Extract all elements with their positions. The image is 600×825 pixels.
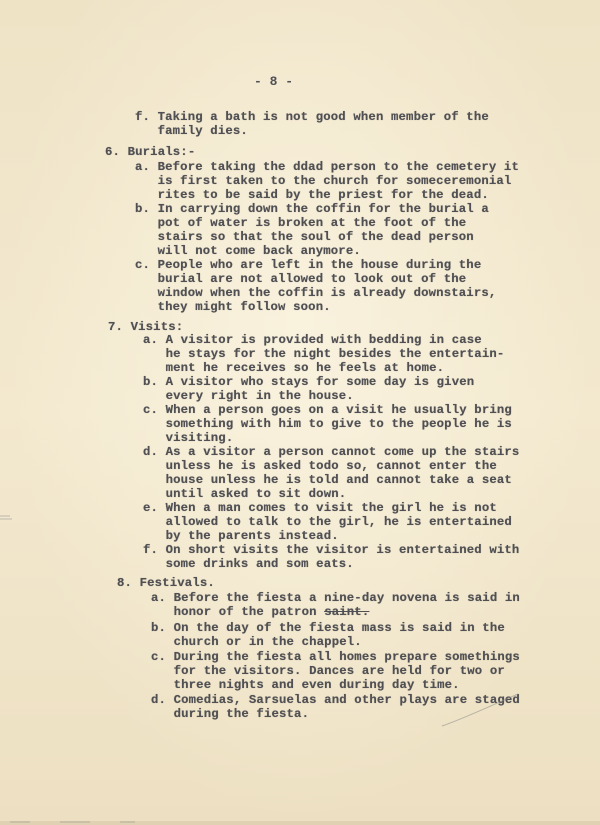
page-number: - 8 - xyxy=(254,74,294,89)
struck-word-saint: saint. xyxy=(324,605,370,619)
text-line-fa1: a. Before the fiesta a nine-day novena is said in xyxy=(151,591,520,605)
text-line-va2: he stays for the night besides the entertain- xyxy=(143,347,505,361)
text-line-vd2: unless he is asked todo so, cannot enter the xyxy=(143,459,497,473)
text-line-c2: burial are not allowed to look out of the xyxy=(135,272,467,286)
text-line-vb2: every right in the house. xyxy=(143,389,354,403)
text-line-b2: pot of water is broken at the foot of the xyxy=(135,216,467,230)
text-line-fc1: c. During the fiesta all homes prepare somethings xyxy=(151,650,520,664)
text-line-fd1: d. Comedias, Sarsuelas and other plays are staged xyxy=(151,693,520,707)
text-line-va1: a. A visitor is provided with bedding in case xyxy=(143,333,482,347)
text-line-c3: window when the coffin is already downstairs, xyxy=(135,286,497,300)
text-line-vf2: some drinks and som eats. xyxy=(143,557,354,571)
text-line-vd3: house unless he is told and cannot take a seat xyxy=(143,473,512,487)
text-line-fa2-main: honor of the patron xyxy=(151,605,317,619)
text-line-b3: stairs so that the soul of the dead person xyxy=(135,230,474,244)
pencil-mark xyxy=(440,690,520,730)
text-line-va3: ment he receives so he feels at home. xyxy=(143,361,445,375)
text-line-vb1: b. A visitor who stays for some day is given xyxy=(143,375,475,389)
margin-mark xyxy=(0,513,14,523)
text-line-fb1: b. On the day of the fiesta mass is said in the xyxy=(151,621,505,635)
text-line-fa2 xyxy=(151,605,369,619)
text-line-c4: they might follow soon. xyxy=(135,300,331,314)
text-line-b4: will not come back anymore. xyxy=(135,244,361,258)
section-heading-burials: 6. Burials:- xyxy=(105,145,196,159)
text-line-fc3: three nights and even during day time. xyxy=(151,678,460,692)
text-line-fb2: church or in the chappel. xyxy=(151,635,362,649)
text-line-b1: b. In carrying down the coffin for the burial a xyxy=(135,202,489,216)
text-line-vd4: until asked to sit down. xyxy=(143,487,347,501)
text-line-fc2: for the visitors. Dances are held for two or xyxy=(151,664,505,678)
section-heading-visits: 7. Visits: xyxy=(108,320,184,334)
text-line-vc2: something with him to give to the people he is xyxy=(143,417,512,431)
scan-edge xyxy=(0,819,600,825)
text-line-c1: c. People who are left in the house during the xyxy=(135,258,482,272)
section-heading-festivals: 8. Festivals. xyxy=(117,576,215,590)
text-line-vd1: d. As a visitor a person cannot come up the stairs xyxy=(143,445,520,459)
text-line-vc3: visiting. xyxy=(143,431,234,445)
text-line-f1: f. Taking a bath is not good when member of the xyxy=(135,110,489,124)
text-line-a1: a. Before taking the ddad person to the cemetery it xyxy=(135,160,519,174)
text-line-vf1: f. On short visits the visitor is entertained with xyxy=(143,543,520,557)
text-line-ve2: allowed to talk to the girl, he is entertained xyxy=(143,515,512,529)
text-line-ve1: e. When a man comes to visit the girl he is not xyxy=(143,501,497,515)
text-line-fd2: during the fiesta. xyxy=(151,707,310,721)
text-line-a3: rites to be said by the priest for the dead. xyxy=(135,188,489,202)
text-line-f2: family dies. xyxy=(135,124,248,138)
text-line-ve3: by the parents instead. xyxy=(143,529,339,543)
text-line-a2: is first taken to the church for someceremonial xyxy=(135,174,512,188)
text-line-vc1: c. When a person goes on a visit he usually bring xyxy=(143,403,512,417)
